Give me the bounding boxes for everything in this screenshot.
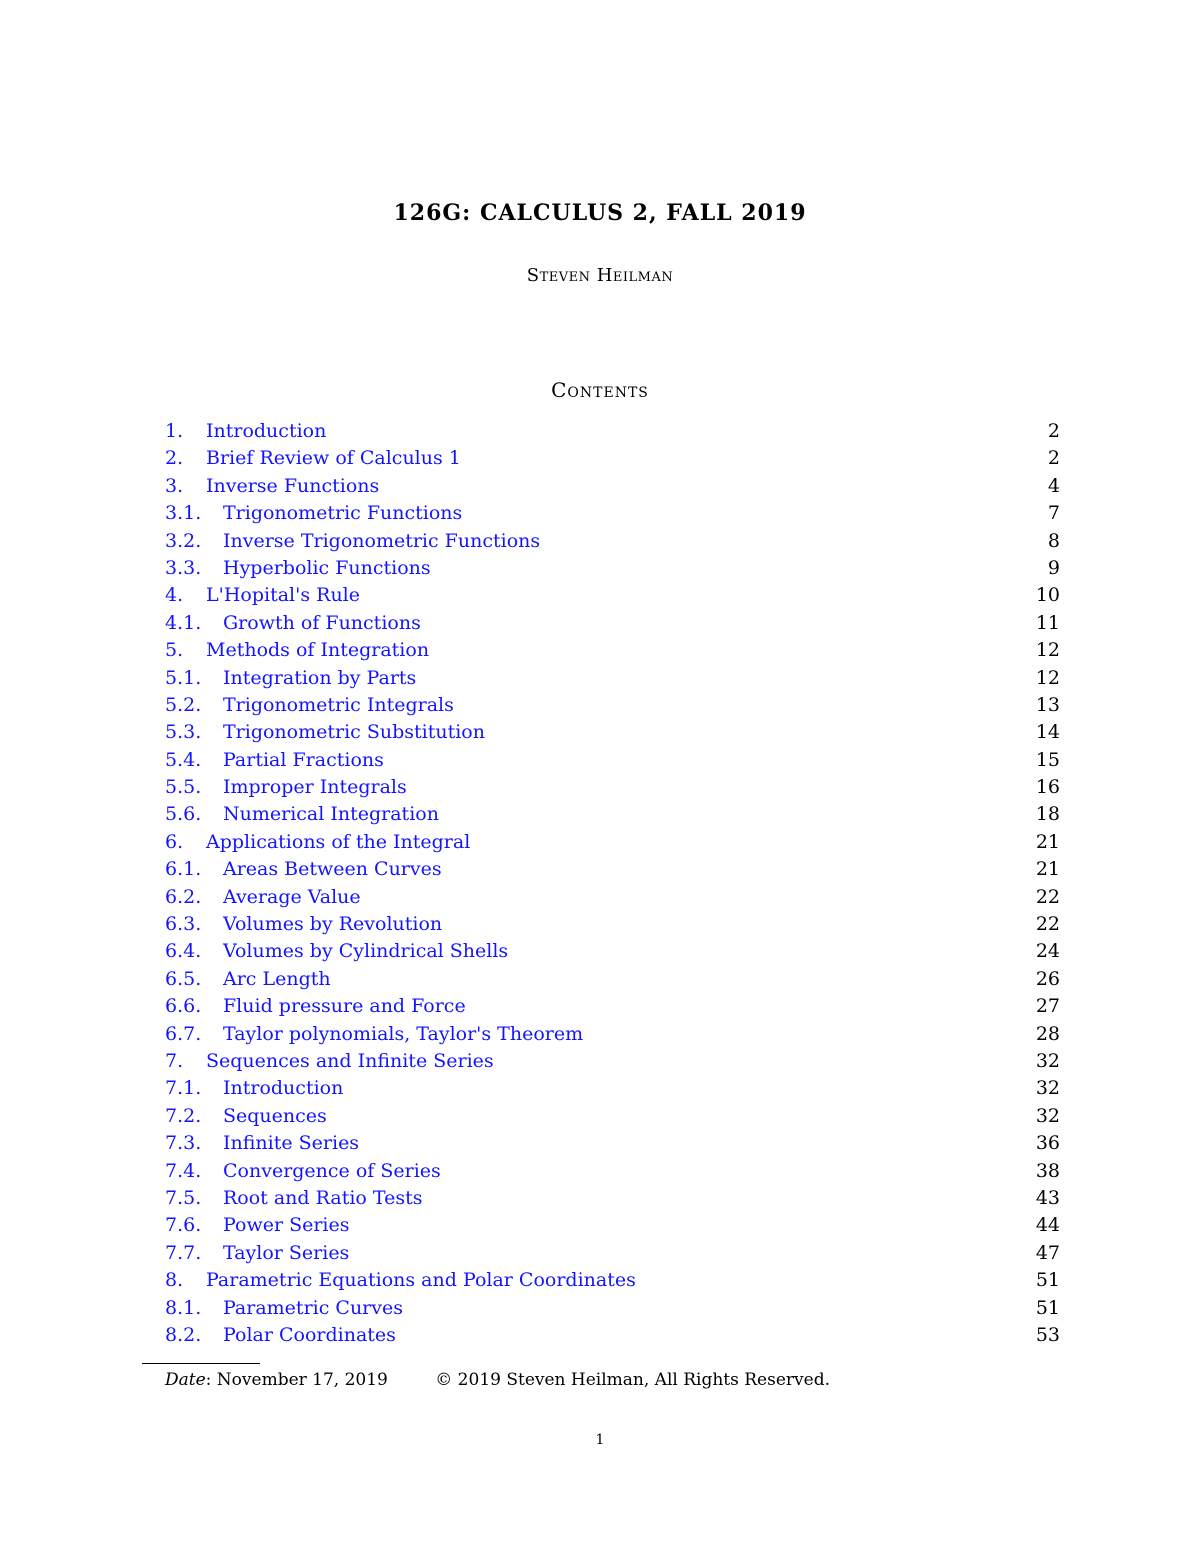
toc-section-title: Fluid pressure and Force: [223, 995, 466, 1018]
toc-section-number: 7.: [165, 1049, 184, 1072]
toc-page-number: 27: [1035, 995, 1060, 1018]
toc-section-number: 6.4.: [165, 940, 202, 963]
toc-page-number: 2: [1047, 447, 1060, 470]
toc-section-number: 7.6.: [165, 1214, 202, 1237]
toc-section-number: 7.1.: [165, 1077, 202, 1100]
toc-section-title: Introduction: [206, 420, 327, 442]
toc-section-number: 7.3.: [165, 1132, 202, 1155]
toc-entry[interactable]: [165, 747, 1060, 774]
contents-heading: Contents: [551, 378, 649, 402]
toc-page-number: 12: [1035, 666, 1060, 689]
toc-section-number: 7.4.: [165, 1159, 202, 1182]
toc-page-number: 32: [1035, 1077, 1060, 1100]
toc-page-number: 14: [1035, 721, 1060, 744]
toc-section-title: Sequences: [223, 1104, 327, 1127]
author-name: Steven Heilman: [526, 265, 674, 286]
toc-entry[interactable]: [165, 801, 1060, 828]
toc-section-title: Inverse Trigonometric Functions: [223, 529, 541, 552]
toc-section-title: Brief Review of Calculus 1: [206, 447, 461, 470]
toc-page-number: 47: [1035, 1241, 1060, 1264]
toc-section-title: Integration by Parts: [223, 666, 417, 689]
toc-page-number: 4: [1047, 474, 1060, 497]
footnote-date-label: Date: [165, 1370, 206, 1390]
toc-section-title: Root and Ratio Tests: [223, 1186, 423, 1209]
toc-section-number: 7.7.: [165, 1241, 202, 1264]
footnote-rule: [142, 1363, 260, 1364]
toc-section-number: 5.2.: [165, 693, 202, 716]
toc-section-title: Introduction: [223, 1077, 344, 1100]
toc-section-title: Volumes by Revolution: [223, 913, 443, 936]
toc-entry[interactable]: [165, 884, 1060, 911]
toc-section-title: Volumes by Cylindrical Shells: [223, 940, 509, 963]
toc-section-title: Power Series: [223, 1214, 350, 1237]
toc-entry[interactable]: [165, 610, 1060, 637]
toc-section-number: 7.5.: [165, 1186, 202, 1209]
toc-page-number: 51: [1035, 1269, 1060, 1292]
toc-entry[interactable]: [165, 418, 1060, 445]
toc-entry[interactable]: [165, 1267, 1060, 1294]
toc-section-number: 8.2.: [165, 1323, 202, 1346]
toc-section-number: 5.: [165, 639, 184, 662]
toc-section-number: 8.: [165, 1269, 184, 1292]
toc-section-number: 6.3.: [165, 913, 202, 936]
toc-page-number: 12: [1035, 639, 1060, 662]
toc-section-number: 6.6.: [165, 995, 202, 1018]
toc-page-number: 21: [1035, 858, 1060, 881]
footnote: [165, 1370, 830, 1390]
toc-page-number: 13: [1035, 693, 1060, 716]
toc-page-number: 43: [1035, 1186, 1060, 1209]
toc-section-title: Taylor Series: [223, 1241, 350, 1264]
toc-page-number: 8: [1047, 529, 1060, 552]
toc-section-title: Growth of Functions: [223, 611, 421, 634]
toc-page-number: 22: [1035, 885, 1060, 908]
toc-entry[interactable]: [165, 445, 1060, 472]
toc-section-number: 5.6.: [165, 803, 202, 826]
toc-entry[interactable]: [165, 911, 1060, 938]
toc-entry[interactable]: [165, 1130, 1060, 1157]
toc-page-number: 9: [1047, 556, 1060, 579]
toc-entry[interactable]: [165, 1240, 1060, 1267]
toc-page-number: 36: [1035, 1132, 1060, 1155]
toc-entry[interactable]: [165, 719, 1060, 746]
toc-entry[interactable]: [165, 993, 1060, 1020]
toc-section-number: 2.: [165, 447, 184, 470]
toc-section-title: Average Value: [223, 885, 361, 908]
toc-section-title: Parametric Equations and Polar Coordinates: [206, 1269, 636, 1292]
toc-entry[interactable]: [165, 1212, 1060, 1239]
toc-section-number: 5.3.: [165, 721, 202, 744]
toc-page-number: 11: [1035, 611, 1060, 634]
toc-section-number: 3.2.: [165, 529, 202, 552]
footnote-date-value: : November 17, 2019: [205, 1370, 388, 1390]
toc-section-number: 5.4.: [165, 748, 202, 771]
toc-section-title: Areas Between Curves: [223, 858, 442, 881]
toc-page-number: 53: [1035, 1323, 1060, 1346]
toc-page-number: 24: [1035, 940, 1060, 963]
toc-section-number: 5.5.: [165, 776, 202, 799]
toc-section-title: Methods of Integration: [206, 639, 430, 662]
toc-section-title: Inverse Functions: [206, 474, 380, 497]
toc-page-number: 18: [1035, 803, 1060, 826]
toc-page-number: 38: [1035, 1159, 1060, 1182]
toc-section-number: 7.2.: [165, 1104, 202, 1127]
toc-entry[interactable]: [165, 582, 1060, 609]
toc-entry[interactable]: [165, 528, 1060, 555]
toc-section-title: L'Hopital's Rule: [206, 584, 361, 607]
toc-entry[interactable]: [165, 1185, 1060, 1212]
toc-entry[interactable]: [165, 1295, 1060, 1322]
document-title: 126G: CALCULUS 2, FALL 2019: [393, 200, 807, 226]
toc-entry[interactable]: [165, 1158, 1060, 1185]
toc-entry[interactable]: [165, 938, 1060, 965]
toc-section-number: 6.7.: [165, 1022, 202, 1045]
toc-entry[interactable]: [165, 856, 1060, 883]
toc-section-number: 6.2.: [165, 885, 202, 908]
toc-section-title: Sequences and Infinite Series: [206, 1049, 494, 1072]
toc-entry[interactable]: [165, 500, 1060, 527]
toc-page-number: 28: [1035, 1022, 1060, 1045]
toc-section-title: Parametric Curves: [223, 1296, 403, 1319]
toc-entry[interactable]: [165, 665, 1060, 692]
toc-section-number: 3.3.: [165, 556, 202, 579]
toc-page-number: 22: [1035, 913, 1060, 936]
table-of-contents: [165, 418, 1060, 1349]
toc-section-title: Infinite Series: [223, 1132, 360, 1155]
toc-section-number: 6.1.: [165, 858, 202, 881]
toc-section-title: Partial Fractions: [223, 748, 384, 771]
toc-section-number: 3.1.: [165, 502, 202, 525]
toc-section-title: Improper Integrals: [223, 776, 407, 799]
toc-section-title: Arc Length: [223, 967, 331, 990]
toc-section-number: 6.: [165, 830, 184, 853]
toc-page-number: 26: [1035, 967, 1060, 990]
page-number: 1: [595, 1432, 605, 1448]
toc-entry[interactable]: [165, 829, 1060, 856]
toc-entry[interactable]: [165, 692, 1060, 719]
toc-page-number: 2: [1047, 420, 1060, 442]
toc-page-number: 51: [1035, 1296, 1060, 1319]
toc-entry[interactable]: [165, 966, 1060, 993]
toc-entry[interactable]: [165, 1075, 1060, 1102]
toc-section-title: Applications of the Integral: [206, 830, 471, 853]
toc-section-title: Hyperbolic Functions: [223, 556, 431, 579]
toc-section-number: 4.1.: [165, 611, 202, 634]
toc-entry[interactable]: [165, 637, 1060, 664]
toc-page-number: 21: [1035, 830, 1060, 853]
toc-page-number: 10: [1035, 584, 1060, 607]
toc-entry[interactable]: [165, 1021, 1060, 1048]
toc-section-title: Numerical Integration: [223, 803, 439, 826]
toc-page-number: 7: [1047, 502, 1060, 525]
toc-page-number: 16: [1035, 776, 1060, 799]
toc-section-title: Convergence of Series: [223, 1159, 441, 1182]
toc-entry[interactable]: [165, 1322, 1060, 1349]
toc-page-number: 44: [1035, 1214, 1060, 1237]
toc-section-number: 5.1.: [165, 666, 202, 689]
toc-section-title: Trigonometric Functions: [223, 502, 463, 525]
toc-section-title: Trigonometric Substitution: [223, 721, 485, 744]
toc-entry[interactable]: [165, 473, 1060, 500]
toc-entry[interactable]: [165, 1048, 1060, 1075]
toc-page-number: 32: [1035, 1104, 1060, 1127]
toc-section-number: 6.5.: [165, 967, 202, 990]
toc-section-number: 4.: [165, 584, 184, 607]
toc-section-title: Trigonometric Integrals: [223, 693, 454, 716]
toc-section-number: 1.: [165, 420, 184, 442]
toc-page-number: 15: [1035, 748, 1060, 771]
toc-section-number: 8.1.: [165, 1296, 202, 1319]
toc-page-number: 32: [1035, 1049, 1060, 1072]
toc-section-number: 3.: [165, 474, 184, 497]
toc-entry[interactable]: [165, 774, 1060, 801]
toc-section-title: Taylor polynomials, Taylor's Theorem: [223, 1022, 584, 1045]
toc-entry[interactable]: [165, 1103, 1060, 1130]
toc-entry[interactable]: [165, 555, 1060, 582]
footnote-copyright: © 2019 Steven Heilman, All Rights Reserved.: [435, 1370, 830, 1390]
toc-section-title: Polar Coordinates: [223, 1323, 396, 1346]
